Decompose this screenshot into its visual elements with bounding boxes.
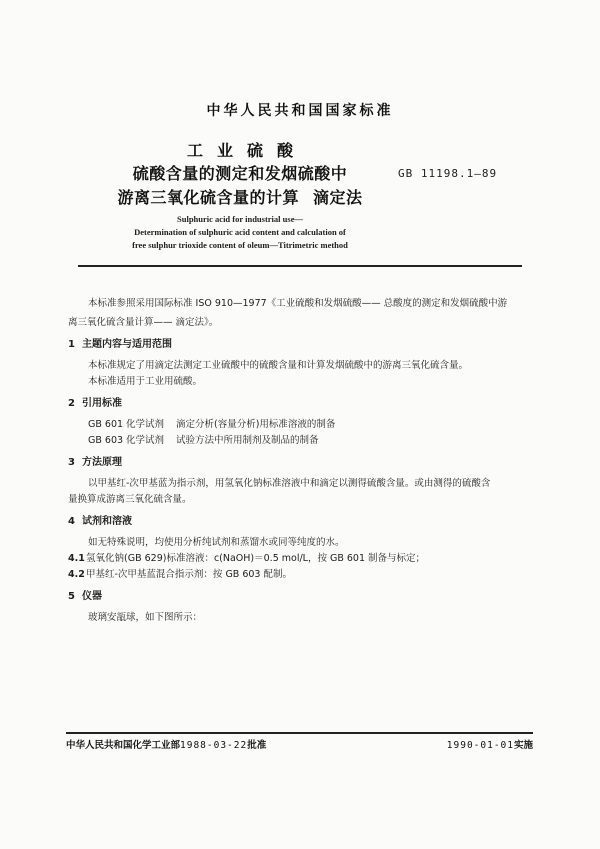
title-line-3-part-a: 游离三氧化硫含量的计算	[117, 188, 299, 207]
reference-category: 化学试剂	[126, 435, 165, 446]
effective-label: 实施	[513, 740, 533, 751]
title-line-3-part-b: 滴定法	[313, 188, 363, 207]
subsection-item	[68, 552, 425, 566]
intro-line: 离三氧化硫含量计算—— 滴定法》。	[68, 317, 219, 328]
section-number: 4	[68, 516, 75, 527]
english-title	[90, 213, 390, 252]
reference-title: 滴定分析(容量分析)用标准溶液的制备	[176, 419, 336, 430]
paragraph-line: 如无特殊说明，均使用分析纯试剂和蒸馏水或同等纯度的水。	[88, 537, 345, 548]
reference-item	[88, 418, 335, 432]
paragraph-line: 本标准规定了用滴定法测定工业硫酸中的硫酸含量和计算发烟硫酸中的游离三氧化硫含量。	[88, 360, 469, 371]
section-title: 引用标准	[82, 398, 122, 409]
approval-org: 中华人民共和国化学工业部	[66, 740, 181, 751]
reference-category: 化学试剂	[126, 419, 165, 430]
section-title: 主题内容与适用范围	[82, 339, 172, 350]
section-number: 2	[68, 398, 75, 409]
reference-title: 试验方法中所用制剂及制品的制备	[176, 435, 319, 446]
subsection-item	[68, 568, 292, 582]
standard-number: GB 11198.1—89	[398, 167, 498, 180]
reference-item	[88, 434, 319, 448]
section-title: 方法原理	[82, 457, 122, 468]
subsection-text: 氢氧化钠(GB 629)标准溶液：c(NaOH)＝0.5 mol/L，按 GB 601 制备与标定；	[86, 553, 426, 564]
approval-date: 1988-03-22	[180, 740, 248, 751]
footer-divider	[66, 732, 533, 734]
section-heading	[68, 456, 122, 470]
paragraph-line: 玻璃安瓿球，如下图所示：	[88, 612, 203, 623]
effective-info	[420, 737, 533, 751]
subsection-number: 4.1	[68, 553, 85, 564]
section-title: 仪器	[82, 591, 102, 602]
reference-code: GB 603	[88, 435, 124, 446]
section-number: 3	[68, 457, 75, 468]
subsection-number: 4.2	[68, 569, 85, 580]
title-line-3	[90, 186, 390, 210]
approval-info	[66, 737, 266, 751]
section-title: 试剂和溶液	[82, 516, 132, 527]
section-heading	[68, 515, 132, 529]
section-number: 1	[68, 339, 75, 350]
section-heading	[68, 397, 122, 411]
paragraph-line: 以甲基红-次甲基蓝为指示剂，用氢氧化钠标准溶液中和滴定以测得硫酸含量。或由测得的硫酸含	[88, 478, 491, 489]
header-divider	[78, 265, 522, 267]
intro-line: 本标准参照采用国际标准 ISO 910—1977《工业硫酸和发烟硫酸—— 总酸度的测定和发烟硫酸中游	[88, 298, 508, 309]
effective-date: 1990-01-01	[446, 740, 514, 751]
paragraph-line: 量换算成游离三氧化硫含量。	[68, 494, 192, 505]
section-number: 5	[68, 591, 75, 602]
subsection-text: 甲基红-次甲基蓝混合指示剂：按 GB 603 配制。	[86, 569, 292, 580]
approval-label: 批准	[247, 740, 267, 751]
title-main: 工业硫酸	[186, 141, 307, 160]
national-standard-heading: 中华人民共和国国家标准	[206, 103, 394, 119]
english-title-line: Determination of sulphuric acid content and calculation of	[134, 227, 346, 237]
english-title-line: Sulphuric acid for industrial use—	[177, 214, 303, 224]
english-title-line: free sulphur trioxide content of oleum—Titrimetric method	[132, 240, 348, 250]
title-line-2: 硫酸含量的测定和发烟硫酸中	[132, 164, 348, 183]
section-heading	[68, 590, 102, 604]
document-title	[90, 140, 390, 210]
paragraph-line: 本标准适用于工业用硫酸。	[88, 376, 203, 387]
reference-code: GB 601	[88, 419, 124, 430]
section-heading	[68, 338, 172, 352]
